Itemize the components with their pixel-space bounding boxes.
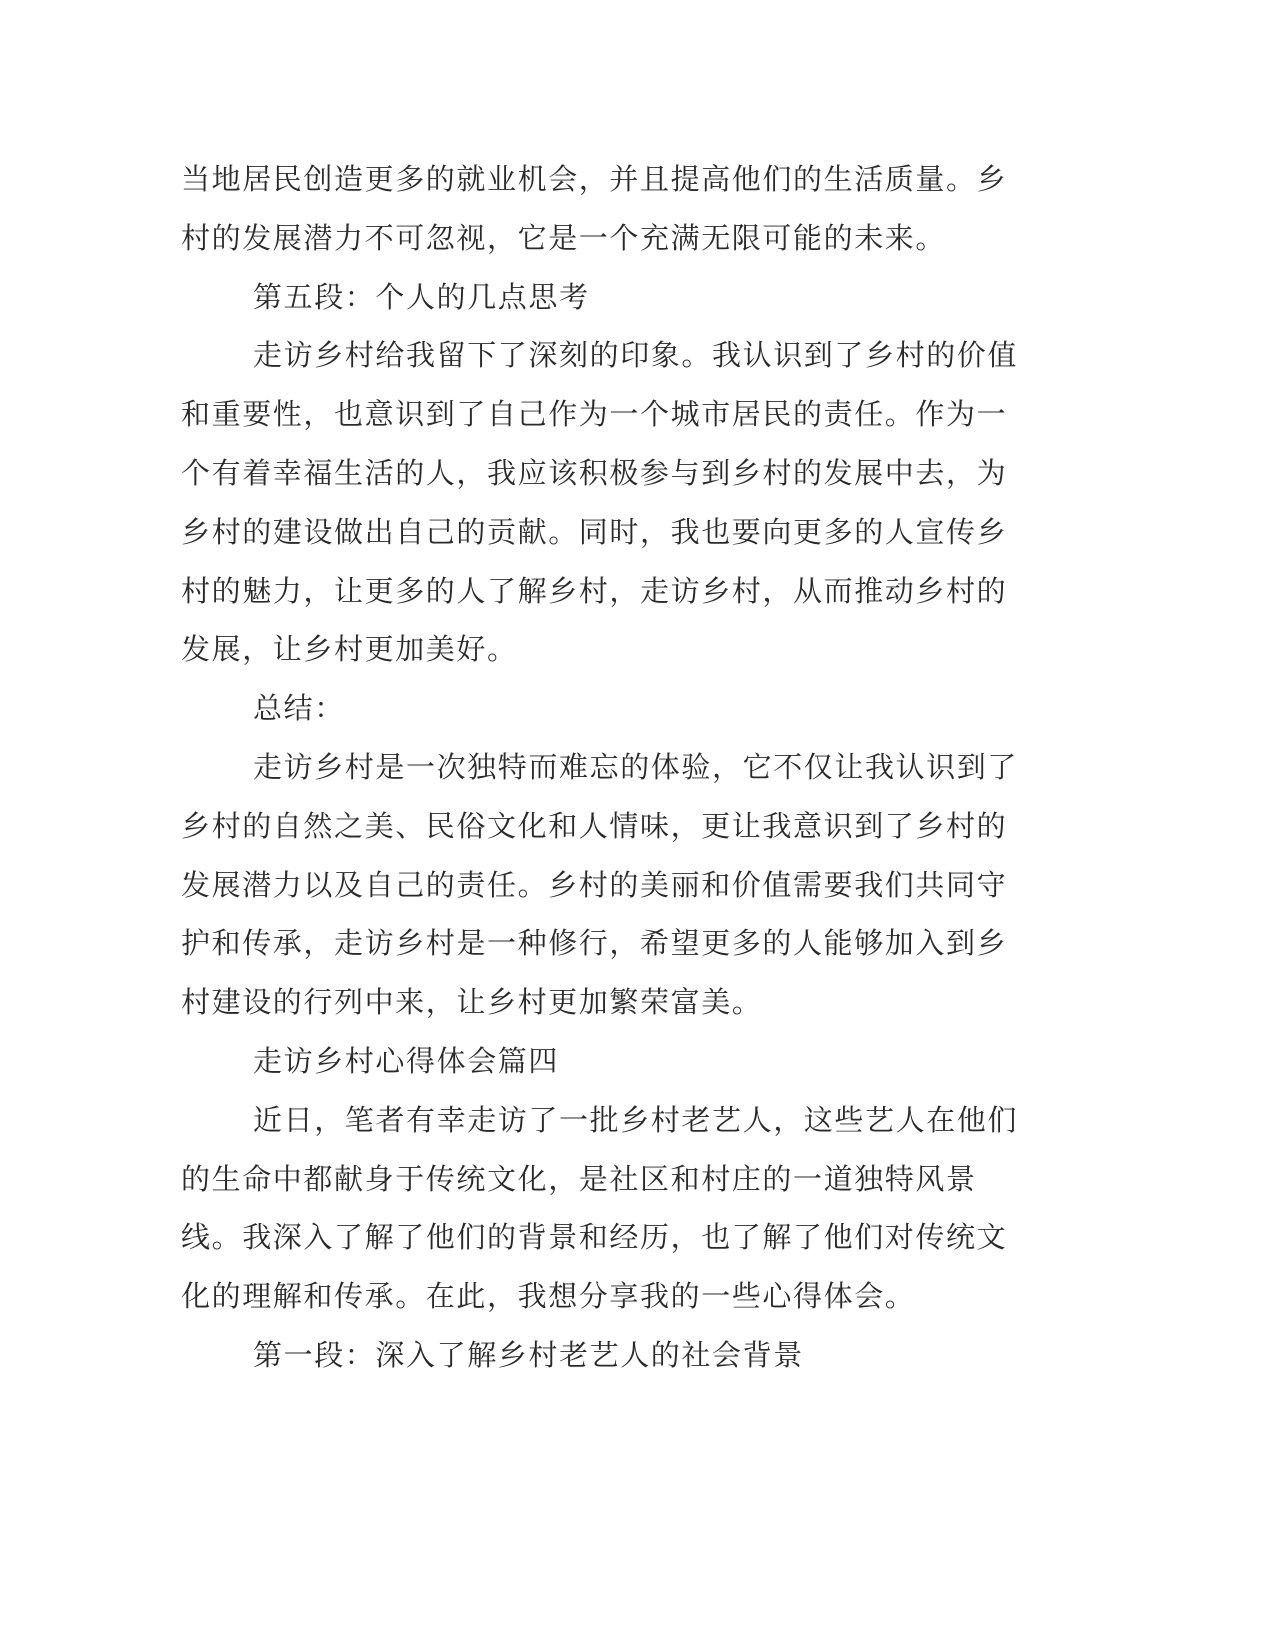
paragraph-summary: 走访乡村是一次独特而难忘的体验，它不仅让我认识到了乡村的自然之美、民俗文化和人情味，更让我意识到了乡村的发展潜力以及自己的责任。乡村的美丽和价值需要我们共同守护和传承，走访乡村是一种修行，希望更多的人能够加入到乡村建设的行列中来，让乡村更加繁荣富美。 — [181, 749, 1019, 1020]
paragraph-continuation: 当地居民创造更多的就业机会，并且提高他们的生活质量。乡村的发展潜力不可忽视，它是一个充满无限可能的未来。 — [181, 162, 1008, 255]
paragraph-personal-thoughts: 走访乡村给我留下了深刻的印象。我认识到了乡村的价值和重要性，也意识到了自己作为一个城市居民的责任。作为一个有着幸福生活的人，我应该积极参与到乡村的发展中去，为乡村的建设做出自己的贡献。同时，我也要向更多的人宣传乡村的魅力，让更多的人了解乡村，走访乡村，从而推动乡村的发展，让乡村更加美好。 — [181, 338, 1019, 667]
summary-heading: 总结： — [253, 691, 345, 726]
paragraph-intro: 近日，笔者有幸走访了一批乡村老艺人，这些艺人在他们的生命中都献身于传统文化，是社区和村庄的一道独特风景线。我深入了解了他们的背景和经历，也了解了他们对传统文化的理解和传承。在此，我想分享我的一些心得体会。 — [181, 1102, 1019, 1314]
section-heading-1: 第一段：深入了解乡村老艺人的社会背景 — [253, 1337, 804, 1372]
article-title-part-4: 走访乡村心得体会篇四 — [253, 1043, 560, 1078]
section-heading-5: 第五段：个人的几点思考 — [253, 279, 590, 314]
document-body — [181, 150, 1031, 1385]
